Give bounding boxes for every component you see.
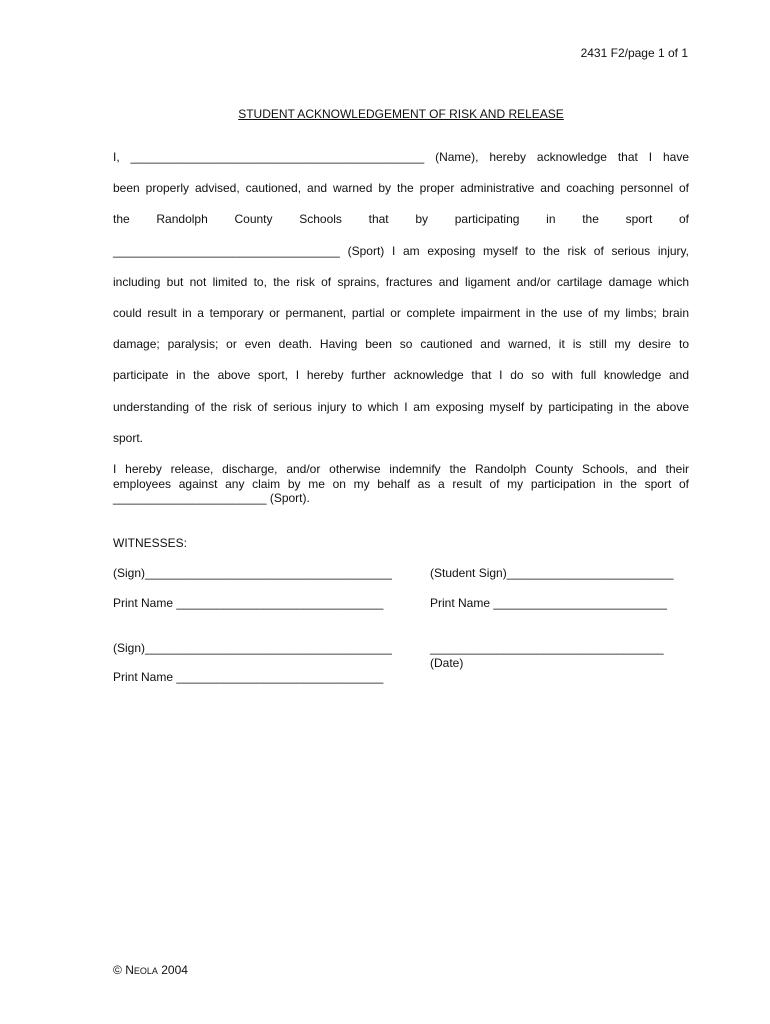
paragraph-line: _______________________ (Sport). [113,491,310,505]
copyright-footer [113,963,188,977]
paragraph-line: including but not limited to, the risk of sprains, fractures and ligament and/or cartilage damage which [113,274,689,289]
paragraph-line: understanding of the risk of serious injury to which I am exposing myself by participating in the above [113,399,689,414]
paragraph-line: I hereby release, discharge, and/or otherwise indemnify the Randolph County Schools, and their [113,462,689,476]
paragraph-line: participate in the above sport, I hereby further acknowledge that I do so with full knowledge and [113,368,689,383]
paragraph-line: damage; paralysis; or even death. Having been so cautioned and warned, it is still my desire to [113,337,689,352]
date-label: (Date) [430,656,464,670]
student-print-name: Print Name __________________________ [430,596,667,610]
document-title: STUDENT ACKNOWLEDGEMENT OF RISK AND RELEASE [238,107,564,121]
release-paragraph [113,462,689,506]
acknowledgement-paragraph [113,142,689,454]
brand-name: EOLA [133,966,158,976]
witness-print-name-2: Print Name _______________________________ [113,670,384,684]
paragraph-line: been properly advised, cautioned, and warned by the proper administrative and coaching personnel of [113,181,689,196]
paragraph-line: the Randolph County Schools that by participating in the sport of [113,212,689,227]
witness-print-name-1: Print Name _______________________________ [113,596,384,610]
paragraph-line: I, ____________________________________________ (Name), hereby acknowledge that I have [113,150,689,164]
copyright-symbol: © [113,963,122,977]
paragraph-line: __________________________________ (Sport) I am exposing myself to the risk of serious injury, [113,243,689,258]
date-line: ___________________________________ [430,641,664,655]
brand-initial: N [125,963,134,977]
student-sign-line: (Student Sign)_________________________ [430,566,674,580]
paragraph-line: sport. [113,430,144,445]
page-reference: 2431 F2/page 1 of 1 [580,46,688,60]
paragraph-line: could result in a temporary or permanent, partial or complete impairment in the use of my limbs; brain [113,305,689,320]
witness-sign-line-2: (Sign)_____________________________________ [113,641,392,655]
witnesses-heading: WITNESSES: [113,536,188,550]
witness-sign-line-1: (Sign)_____________________________________ [113,566,392,580]
paragraph-line: employees against any claim by me on my behalf as a result of my participation in the sport of [113,476,689,491]
copyright-year: 2004 [161,963,188,977]
